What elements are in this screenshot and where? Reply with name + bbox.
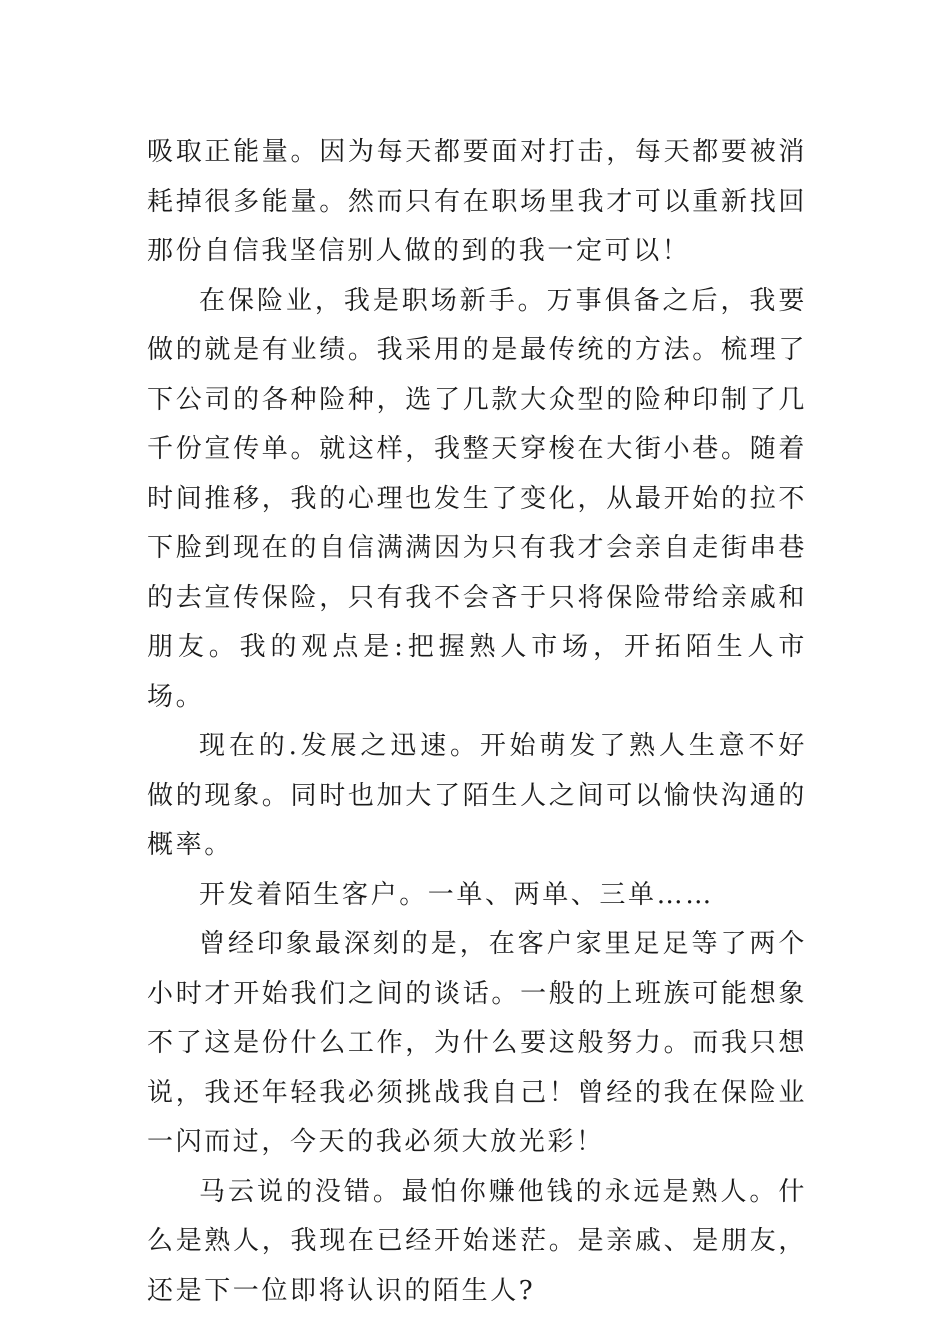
paragraph-1: 吸取正能量。因为每天都要面对打击，每天都要被消耗掉很多能量。然而只有在职场里我才可以重新找回那份自信我坚信别人做的到的我一定可以！: [147, 137, 807, 266]
document-body: [147, 128, 807, 1316]
paragraph-4: 开发着陌生客户。一单、两单、三单……: [199, 879, 714, 910]
paragraph-3: 现在的.发展之迅速。开始萌发了熟人生意不好做的现象。同时也加大了陌生人之间可以愉快沟通的概率。: [147, 731, 807, 860]
paragraph-6: 马云说的没错。最怕你赚他钱的永远是熟人。什么是熟人，我现在已经开始迷茫。是亲戚、是朋友，还是下一位即将认识的陌生人?: [147, 1176, 807, 1306]
paragraph-2: 在保险业，我是职场新手。万事俱备之后，我要做的就是有业绩。我采用的是最传统的方法。梳理了下公司的各种险种，选了几款大众型的险种印制了几千份宣传单。就这样，我整天穿梭在大街小巷。随着时间推移，我的心理也发生了变化，从最开始的拉不下脸到现在的自信满满因为只有我才会亲自走街串巷的去宣传保险，只有我不会吝于只将保险带给亲戚和朋友。我的观点是:把握熟人市场，开拓陌生人市场。: [147, 285, 807, 712]
paragraph-5: 曾经印象最深刻的是，在客户家里足足等了两个小时才开始我们之间的谈话。一般的上班族可能想象不了这是份什么工作，为什么要这般努力。而我只想说，我还年轻我必须挑战我自己！曾经的我在保险业一闪而过，今天的我必须大放光彩！: [147, 929, 807, 1157]
